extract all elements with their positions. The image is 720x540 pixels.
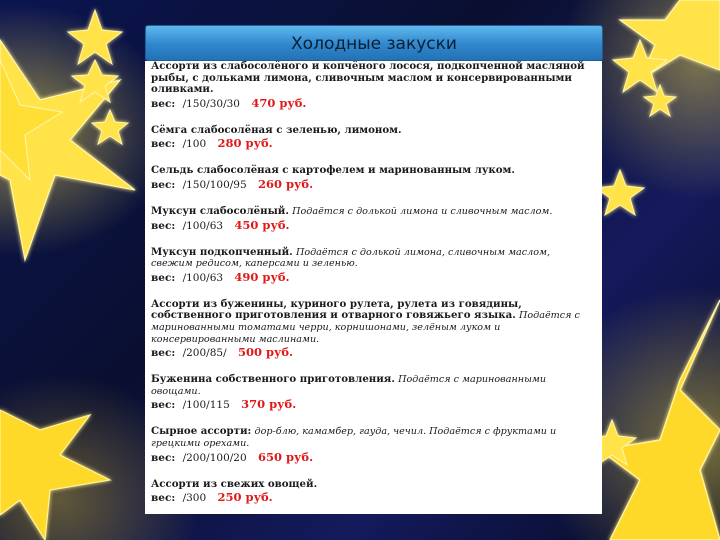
weight-label: вес: — [151, 492, 176, 505]
price: 500 руб. — [237, 345, 294, 360]
dish-meta — [151, 177, 588, 192]
price: 260 руб. — [258, 176, 314, 191]
price: 450 руб. — [234, 217, 290, 232]
menu-item — [151, 299, 588, 360]
price: 490 руб. — [234, 269, 290, 284]
weight-value: /100/63 — [182, 219, 224, 232]
weight-value: /100/63 — [182, 271, 224, 284]
weight-label: вес: — [151, 399, 176, 412]
dish-text — [151, 61, 588, 96]
dish-meta — [151, 397, 588, 412]
price: 370 руб. — [241, 397, 297, 412]
dish-description: Подаётся с маринованными овощами. — [151, 374, 547, 397]
weight-label: вес: — [151, 97, 176, 110]
price: 470 руб. — [251, 95, 307, 110]
dish-description: Подаётся с маринованными томатами черри, корнишонами, зелёным луком и консервированными маслинами. — [151, 310, 580, 345]
dish-text — [151, 479, 588, 491]
dish-meta — [151, 345, 588, 360]
weight-value: /300 — [182, 492, 207, 505]
weight-value: /200/85/ — [182, 347, 227, 360]
dish-text — [151, 206, 588, 218]
dish-text — [151, 247, 588, 270]
weight-label: вес: — [151, 271, 176, 284]
menu-item — [151, 165, 588, 192]
weight-value: /150/100/95 — [182, 178, 247, 191]
dish-description: Подаётся с долькой лимона и сливочным маслом. — [292, 205, 553, 217]
star-shape — [600, 300, 720, 540]
weight-value: /100 — [182, 138, 207, 151]
dish-name: Сельдь слабосолёная с картофелем и маринованным луком. — [151, 164, 515, 177]
dish-name: Сырное ассорти: — [151, 425, 252, 438]
dish-meta — [151, 450, 588, 465]
weight-label: вес: — [151, 451, 176, 464]
menu-item — [151, 247, 588, 285]
weight-value: /200/100/20 — [182, 451, 247, 464]
dish-meta — [151, 270, 588, 285]
dish-meta — [151, 218, 588, 233]
price: 650 руб. — [258, 449, 314, 464]
price: 250 руб. — [217, 490, 273, 505]
weight-label: вес: — [151, 347, 176, 360]
menu-item — [151, 206, 588, 233]
star-shape — [644, 85, 676, 116]
price: 280 руб. — [217, 136, 273, 151]
dish-name: Ассорти из буженины, куриного рулета, рулета из говядины, собственного приготовления и отварного говяжьего языка. — [151, 297, 522, 322]
dish-text — [151, 125, 588, 137]
dish-text — [151, 426, 588, 449]
menu-item — [151, 426, 588, 464]
dish-name: Муксун подкопченный. — [151, 245, 293, 258]
weight-value: /150/30/30 — [182, 97, 240, 110]
dish-meta — [151, 96, 588, 111]
dish-meta — [151, 490, 588, 505]
dish-description: Подаётся с долькой лимона, сливочным маслом, свежим редисом, каперсами и зеленью. — [151, 246, 551, 270]
star-shape — [0, 410, 110, 540]
dish-text — [151, 299, 588, 345]
star-shape — [596, 170, 644, 215]
dish-meta — [151, 136, 588, 151]
menu-item — [151, 125, 588, 152]
dish-name: Буженина собственного приготовления. — [151, 373, 395, 386]
menu-item — [151, 479, 588, 506]
weight-label: вес: — [151, 178, 176, 191]
menu-item — [151, 61, 588, 111]
weight-value: /100/115 — [182, 399, 230, 412]
dish-text — [151, 165, 588, 177]
menu-item — [151, 374, 588, 412]
menu-panel — [145, 61, 602, 514]
dish-name: Муксун слабосолёный. — [151, 204, 289, 217]
dish-name: Ассорти из слабосолёного и копчёного лосося, подкопченной масляной рыбы, с дольками лимона, сливочным маслом и консервированными оливками. — [151, 61, 585, 96]
star-shape — [92, 110, 128, 144]
dish-description: дор-блю, камамбер, гауда, чечил. Подаётся с фруктами и грецкими орехами. — [151, 426, 557, 449]
dish-name: Сёмга слабосолёная с зеленью, лимоном. — [151, 123, 402, 136]
weight-label: вес: — [151, 138, 176, 151]
star-shape — [68, 10, 122, 64]
dish-text — [151, 374, 588, 397]
slide-title: Холодные закуски — [145, 25, 603, 61]
weight-label: вес: — [151, 219, 176, 232]
dish-name: Ассорти из свежих овощей. — [151, 477, 318, 490]
